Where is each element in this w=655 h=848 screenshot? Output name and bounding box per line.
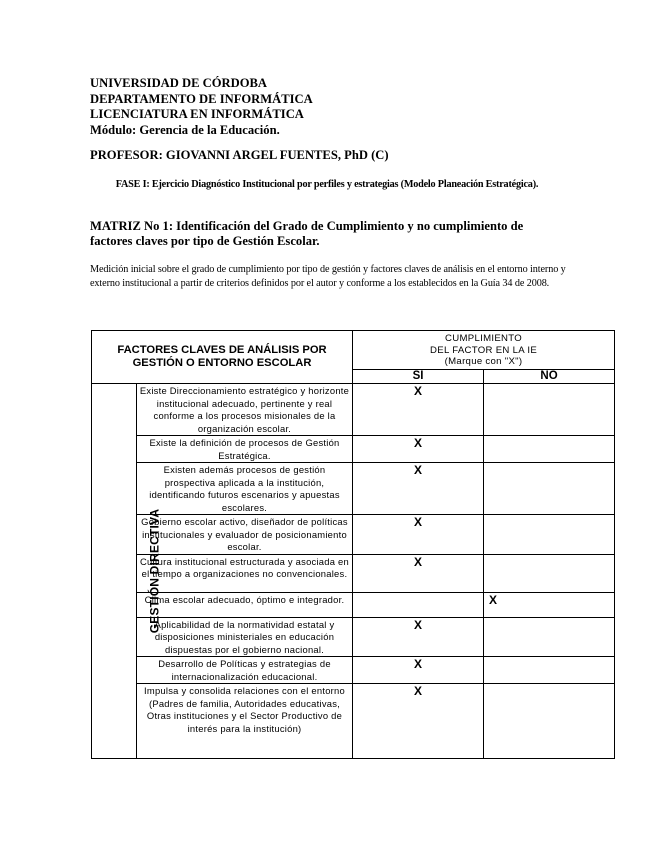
si-cell[interactable]: X [353,617,484,657]
table-row [92,657,615,684]
no-column-header: NO [484,370,615,384]
category-cell [92,384,162,759]
compliance-header-line: DEL FACTOR EN LA IE [430,344,538,356]
si-cell[interactable]: X [353,463,484,515]
no-cell[interactable] [484,463,615,515]
intro-paragraph: Medición inicial sobre el grado de cumplimiento por tipo de gestión y factores claves de análisis en el entorno interno y externo institucional a partir de criterios definidos por el autor y conforme a los establecidos en la Guía 34 de 2008. [90,264,566,289]
no-cell[interactable] [484,554,615,592]
phase-title: FASE I: Ejercicio Diagnóstico Institucional por perfiles y estrategias (Modelo Planeación Estratégica). [115,179,539,190]
program-name: LICENCIATURA EN INFORMÁTICA [90,107,304,121]
no-cell[interactable] [484,657,615,684]
criterion-cell: Existe Direccionamiento estratégico y horizonte institucional adecuado, pertinente y real conforme a los procesos misionales de la organización escolar. [137,384,353,436]
si-cell[interactable]: X [353,515,484,555]
criterion-cell: Cultura institucional estructurada y asociada en el tiempo a organizaciones no convencionales. [137,554,353,592]
table-row [92,554,615,592]
no-cell[interactable] [484,384,615,436]
no-cell[interactable] [484,617,615,657]
criterion-cell: Existen además procesos de gestión prospectiva aplicada a la institución, identificando futuros escenarios y apuestas escolares. [137,463,353,515]
criterion-cell: Desarrollo de Políticas y estrategias de internacionalización educacional. [137,657,353,684]
si-cell[interactable]: X [353,554,484,592]
matrix-title: MATRIZ No 1: Identificación del Grado de Cumplimiento y no cumplimiento de factores claves por tipo de Gestión Escolar. [90,219,524,248]
si-cell[interactable] [353,592,484,617]
table-row [92,515,615,555]
module-name: Módulo: Gerencia de la Educación. [90,122,280,137]
criterion-cell: Existe la definición de procesos de Gestión Estratégica. [137,436,353,463]
table-row [92,617,615,657]
si-cell[interactable]: X [353,436,484,463]
no-cell[interactable] [484,436,615,463]
si-cell[interactable]: X [353,384,484,436]
no-cell[interactable]: X [484,592,615,617]
compliance-matrix-table [91,330,615,759]
no-cell[interactable] [484,515,615,555]
table-row [92,592,615,617]
table-row [92,463,615,515]
factors-header: FACTORES CLAVES DE ANÁLISIS POR GESTIÓN O ENTORNO ESCOLAR [92,331,353,384]
si-column-header: SI [353,370,484,384]
compliance-header-line: CUMPLIMIENTO [445,333,522,344]
si-cell[interactable]: X [353,657,484,684]
criterion-cell: Impulsa y consolida relaciones con el entorno (Padres de familia, Autoridades educativas, Otras instituciones y el Sector Productivo de interés para la institución) [137,684,353,759]
table-row [92,384,615,436]
criterion-cell: Aplicabilidad de la normatividad estatal y disposiciones ministeriales en educación dispuestas por el gobierno nacional. [137,617,353,657]
no-cell[interactable] [484,684,615,759]
department-name: DEPARTAMENTO DE INFORMÁTICA [90,91,313,106]
document-header [90,76,313,138]
table-row [92,436,615,463]
table-header-row [92,331,615,370]
professor-line: PROFESOR: GIOVANNI ARGEL FUENTES, PhD (C) [90,148,389,162]
si-cell[interactable]: X [353,684,484,759]
compliance-header [353,331,615,370]
criterion-cell: Clima escolar adecuado, óptimo e integrador. [137,592,353,617]
table-row [92,684,615,759]
compliance-header-line: (Marque con "X") [444,356,523,367]
criterion-cell: Gobierno escolar activo, diseñador de políticas institucionales y evaluador de posicionamiento escolar. [137,515,353,555]
category-label: GESTIÓN DIRECTIVA [147,508,162,634]
university-name: UNIVERSIDAD DE CÓRDOBA [90,76,268,90]
